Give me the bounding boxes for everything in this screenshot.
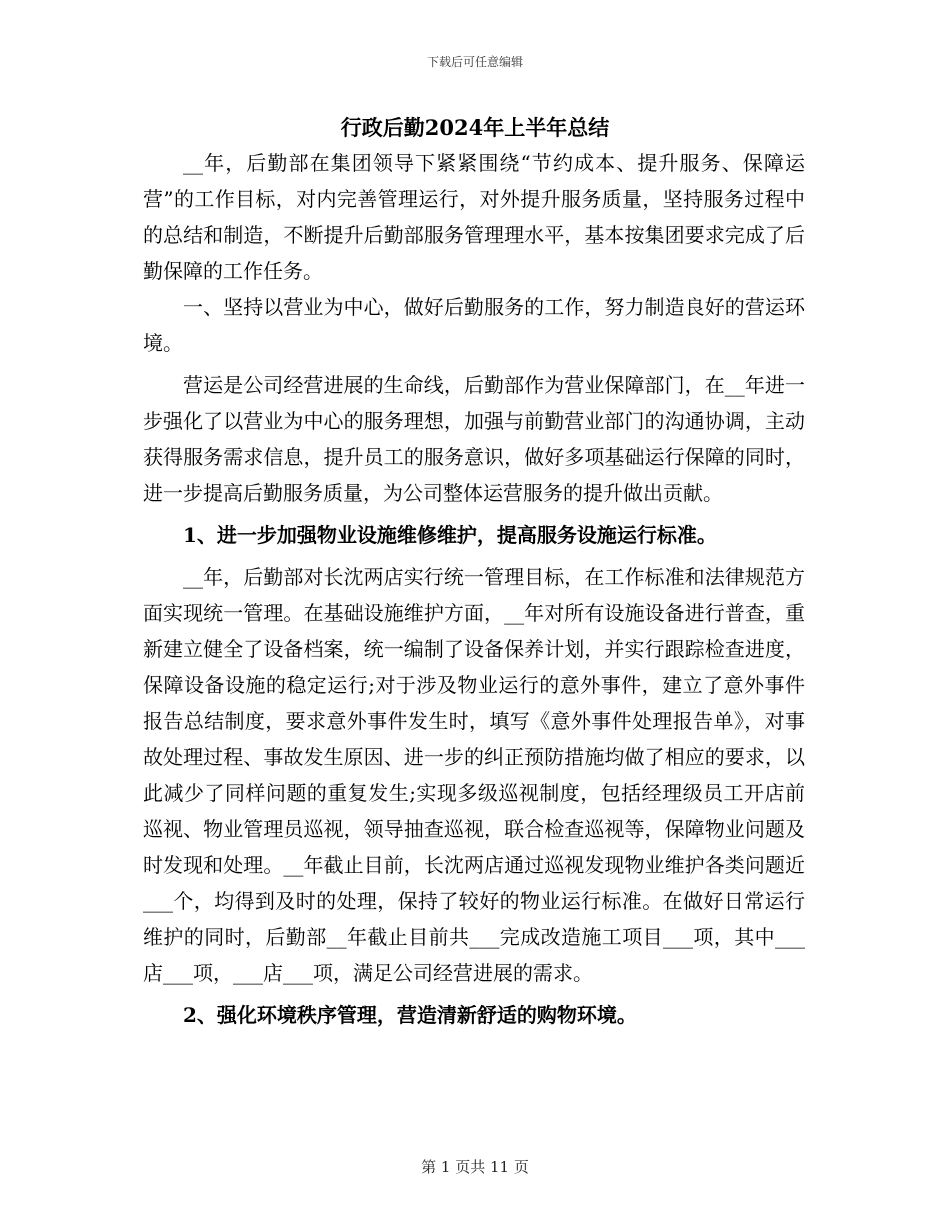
- page-number: 第 1 页共 11 页: [421, 1158, 529, 1176]
- document-body: [143, 145, 805, 1039]
- paragraph-facility-maintenance: __年，后勤部对长沈两店实行统一管理目标，在工作标准和法律规范方面实现统一管理。在基础设施维护方面，__年对所有设施设备进行普查，重新建立健全了设备档案，统一编制了设备保养计划，并实行跟踪检查进度，保障设备设施的稳定运行;对于涉及物业运行的意外事件，建立了意外事件报告总结制度，要求意外事件发生时，填写《意外事件处理报告单》，对事故处理过程、事故发生原因、进一步的纠正预防措施均做了相应的要求，以此减少了同样问题的重复发生;实现多级巡视制度，包括经理级员工开店前巡视、物业管理员巡视，领导抽查巡视，联合检查巡视等，保障物业问题及时发现和处理。__年截止目前，长沈两店通过巡视发现物业维护各类问题近___个，均得到及时的处理，保持了较好的物业运行标准。在做好日常运行维护的同时，后勤部__年截止目前共___完成改造施工项目___项，其中___店___项，___店___项，满足公司经营进展的需求。: [143, 565, 805, 985]
- paragraph-operations: 营运是公司经营进展的生命线，后勤部作为营业保障部门，在__年进一步强化了以营业为中心的服务理想，加强与前勤营业部门的沟通协调，主动获得服务需求信息，提升员工的服务意识，做好多项基础运行保障的同时，进一步提高后勤服务质量，为公司整体运营服务的提升做出贡献。: [143, 373, 805, 505]
- page-header-note: 下载后可任意编辑: [426, 55, 523, 69]
- subheading-environment: 2、强化环境秩序管理，营造清新舒适的购物环境。: [183, 1003, 637, 1027]
- paragraph-intro: __年，后勤部在集团领导下紧紧围绕“节约成本、提升服务、保障运营”的工作目标，对内完善管理运行，对外提升服务质量，坚持服务过程中的总结和制造，不断提升后勤部服务管理理水平，基本按集团要求完成了后勤保障的工作任务。: [143, 151, 805, 283]
- paragraph-section-one: 一、坚持以营业为中心，做好后勤服务的工作，努力制造良好的营运环境。: [143, 295, 805, 355]
- subheading-facility-maintenance: 1、进一步加强物业设施维修维护，提高服务设施运行标准。: [183, 523, 717, 547]
- document-title: 行政后勤2024年上半年总结: [340, 115, 610, 140]
